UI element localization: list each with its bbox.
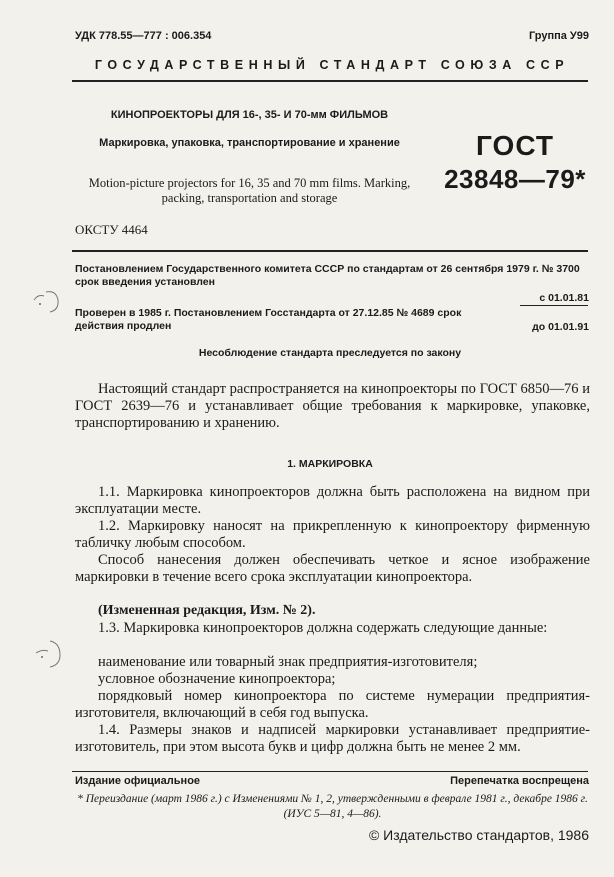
section-title: 1. МАРКИРОВКА [287, 458, 373, 470]
paragraph-1-4: 1.4. Размеры знаков и надписей маркировки устанавливает предприятие-изготовитель, при этом высота букв и цифр должна быть не менее 2 мм. [75, 722, 590, 755]
list-item: условное обозначение кинопроектора; [98, 671, 336, 687]
edit-note: (Измененная редакция, Изм. № 2). [98, 603, 316, 618]
title-rule [72, 250, 588, 252]
gost-number: 23848—79* [444, 164, 586, 194]
punch-hole-mark [28, 286, 68, 316]
footer-rule [72, 771, 588, 772]
udk-code: УДК 778.55—777 : 006.354 [75, 30, 212, 42]
okstu-code: ОКСТУ 4464 [75, 222, 148, 237]
paragraph-method: Способ нанесения должен обеспечивать четкое и ясное изображение маркировки в течение всего срока эксплуатации кинопроектора. [75, 552, 590, 585]
intro-paragraph: Настоящий стандарт распространяется на кинопроекторы по ГОСТ 6850—76 и ГОСТ 2639—76 и устанавливает общие требования к маркировке, упаковке, транспортированию и хранению. [75, 381, 590, 431]
list-item: порядковый номер кинопроектора по системе нумерации предприятия-изготовителя, включающий в себя год выпуска. [75, 688, 590, 721]
date-underline [520, 305, 588, 306]
introduction-date: с 01.01.81 [539, 292, 589, 304]
paragraph-1-3: 1.3. Маркировка кинопроекторов должна содержать следующие данные: [98, 620, 548, 636]
copyright-notice: © Издательство стандартов, 1986 [368, 827, 589, 843]
reprint-notice: Перепечатка воспрещена [450, 775, 589, 787]
extension-date: до 01.01.91 [532, 321, 589, 333]
header-rule [72, 80, 588, 82]
decree-text: Постановлением Государственного комитета СССР по стандартам от 26 сентября 1979 г. № 3700 срок введения установлен [75, 263, 580, 288]
document-title: КИНОПРОЕКТОРЫ ДЛЯ 16-, 35- И 70-мм ФИЛЬМОВ [110, 109, 389, 121]
document-subtitle: Маркировка, упаковка, транспортирование и хранение [99, 137, 400, 149]
paragraph-1-1: 1.1. Маркировка кинопроекторов должна быть расположена на видном при эксплуатации месте. [75, 484, 590, 517]
official-edition-label: Издание официальное [75, 775, 201, 787]
punch-hole-mark [30, 635, 70, 675]
paragraph-1-2: 1.2. Маркировку наносят на прикрепленную к кинопроектору фирменную табличку любым способом. [75, 518, 590, 551]
standard-title: ГОСУДАРСТВЕННЫЙ СТАНДАРТ СОЮЗА ССР [94, 58, 570, 72]
legal-warning: Несоблюдение стандарта преследуется по закону [198, 347, 462, 359]
document-title-english: Motion-picture projectors for 16, 35 and 70 mm films. Marking, packing, transportation and storage [88, 176, 411, 205]
review-text: Проверен в 1985 г. Постановлением Госстандарта от 27.12.85 № 4689 срок действия продлен [75, 307, 462, 332]
gost-label: ГОСТ [476, 130, 554, 161]
group-code: Группа У99 [528, 30, 589, 42]
reissue-footnote: * Переиздание (март 1986 г.) с Изменениями № 1, 2, утвержденными в феврале 1981 г., декабре 1986 г. (ИУС 5—81, 4—86). [77, 793, 588, 820]
list-item: наименование или товарный знак предприятия-изготовителя; [98, 654, 478, 670]
